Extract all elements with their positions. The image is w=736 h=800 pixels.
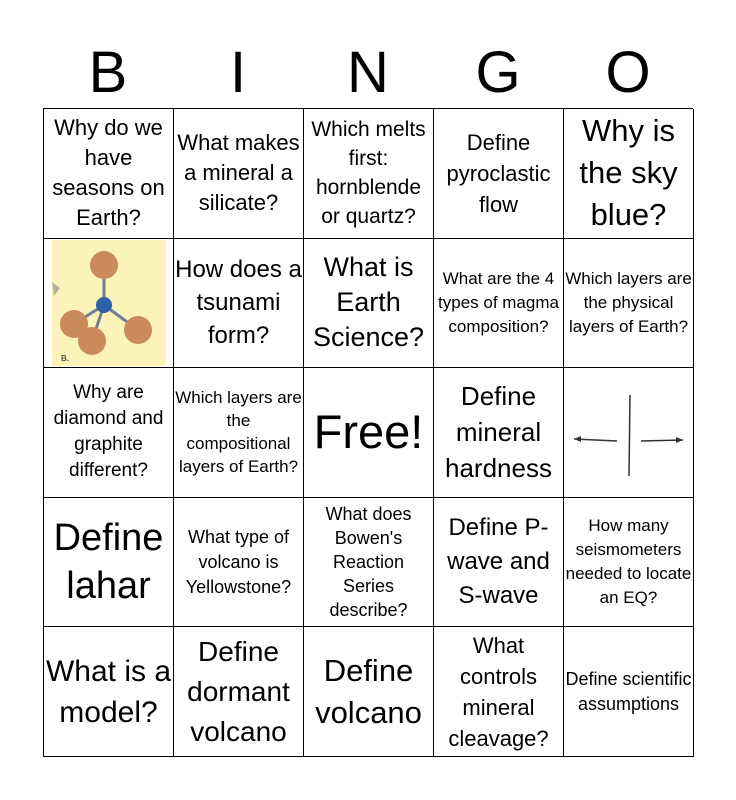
cell-text: What is a model? xyxy=(45,654,172,729)
molecule-image xyxy=(52,240,166,366)
bingo-cell[interactable] xyxy=(44,239,174,369)
cell-text: What are the 4 types of magma composition? xyxy=(438,268,559,336)
cell-text: Which layers are the physical layers of Earth? xyxy=(565,268,692,336)
cell-text: Define dormant volcano xyxy=(187,635,290,747)
bingo-cell[interactable] xyxy=(304,109,434,239)
cell-text: Why is the sky blue? xyxy=(579,113,678,233)
arrow-right-icon xyxy=(676,437,683,443)
central-atom xyxy=(96,297,112,313)
cell-text: What makes a mineral a silicate? xyxy=(177,130,300,216)
bingo-cell[interactable] xyxy=(44,498,174,628)
cell-text: Define scientific assumptions xyxy=(565,668,692,714)
bingo-cell[interactable] xyxy=(44,368,174,498)
bingo-cell[interactable] xyxy=(174,109,304,239)
bingo-cell[interactable] xyxy=(564,498,694,628)
bingo-cell[interactable] xyxy=(174,368,304,498)
bingo-cell[interactable] xyxy=(434,109,564,239)
cell-text: Define lahar xyxy=(53,517,164,608)
header-letter-g: G xyxy=(475,40,521,105)
cell-text: Define mineral hardness xyxy=(445,381,552,484)
cell-text: Define volcano xyxy=(315,652,422,730)
header-letter-i: I xyxy=(229,40,247,105)
arrow-left-icon xyxy=(574,436,581,442)
cell-text: What type of volcano is Yellowstone? xyxy=(185,526,292,597)
cell-text: How many seismometers needed to locate an EQ? xyxy=(565,516,692,608)
bingo-cell[interactable] xyxy=(434,368,564,498)
atom-right xyxy=(124,316,152,344)
bingo-cell[interactable] xyxy=(174,627,304,757)
cell-text: Define pyroclastic flow xyxy=(446,129,551,217)
bingo-cell[interactable] xyxy=(174,498,304,628)
bingo-cell[interactable] xyxy=(44,627,174,757)
free-space: Free! xyxy=(313,405,424,459)
bingo-cell[interactable] xyxy=(434,239,564,369)
header-letter-b: B xyxy=(88,40,128,105)
bingo-cell[interactable] xyxy=(434,498,564,628)
bingo-cell[interactable] xyxy=(304,239,434,369)
cell-text: Why are diamond and graphite different? xyxy=(53,382,164,482)
bingo-cell[interactable] xyxy=(44,109,174,239)
cell-text: Define P-wave and S-wave xyxy=(447,514,550,610)
cell-text: Why do we have seasons on Earth? xyxy=(52,115,165,231)
cell-text: What is Earth Science? xyxy=(312,252,425,353)
bingo-cell[interactable] xyxy=(174,239,304,369)
bingo-cell[interactable] xyxy=(564,368,694,498)
wave-diagram-image xyxy=(569,377,689,487)
cell-text: How does a tsunami form? xyxy=(175,256,302,350)
cell-text: Which melts first: hornblende or quartz? xyxy=(311,118,426,229)
header-letter-n: N xyxy=(347,40,389,105)
atom-top xyxy=(90,251,118,279)
bingo-cell[interactable] xyxy=(564,109,694,239)
bingo-cell[interactable] xyxy=(564,239,694,369)
bingo-cell[interactable] xyxy=(304,627,434,757)
cell-text: What does Bowen's Reaction Series describe? xyxy=(325,504,412,621)
bingo-cell[interactable] xyxy=(304,368,434,498)
bingo-header xyxy=(43,38,693,108)
header-letter-o: O xyxy=(605,40,651,105)
bingo-cell[interactable] xyxy=(304,498,434,628)
image-caption: B. xyxy=(60,353,69,363)
bingo-card xyxy=(43,108,693,757)
bingo-cell[interactable] xyxy=(434,627,564,757)
cell-text: Which layers are the compositional layers of Earth? xyxy=(175,388,302,477)
cell-text: What controls mineral cleavage? xyxy=(448,632,549,751)
atom-bottom xyxy=(78,327,106,355)
bingo-cell[interactable] xyxy=(564,627,694,757)
